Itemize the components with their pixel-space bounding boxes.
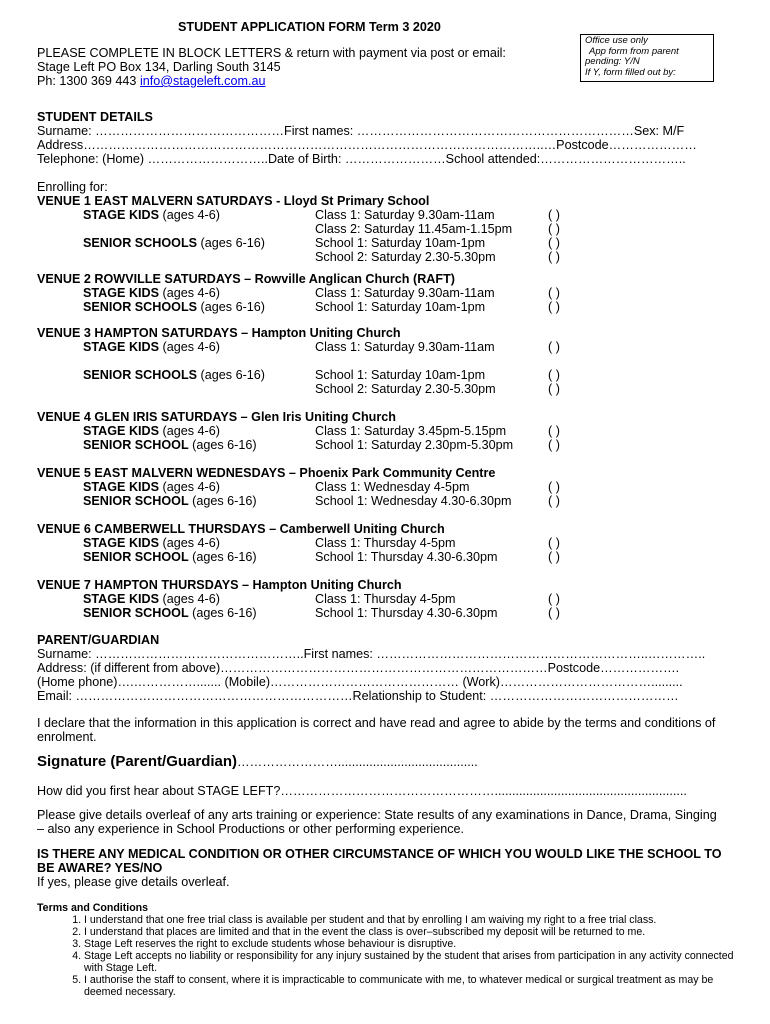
group-label: SENIOR SCHOOL: [83, 494, 189, 508]
group-label: SENIOR SCHOOLS: [83, 236, 198, 250]
terms-item: 4. Stage Left accepts no liability or responsibility for any injury sustained by the student that arises from participation in any activity connected with Stage Left.: [84, 950, 737, 974]
signature-label: Signature (Parent/Guardian): [37, 753, 238, 770]
group-ages: (ages 6-16): [197, 368, 265, 382]
session-label: Class 2: Saturday 11.45am-1.15pm: [315, 222, 513, 236]
student-details-heading: STUDENT DETAILS: [37, 110, 153, 124]
venue-1: [37, 194, 737, 264]
session-label: School 1: Thursday 4.30-6.30pm: [315, 550, 498, 564]
session-label: School 1: Saturday 2.30pm-5.30pm: [315, 438, 514, 452]
group-ages: (ages 4-6): [159, 424, 220, 438]
session-label: Class 1: Saturday 9.30am-11am: [315, 340, 495, 354]
venue-title: VENUE 4 GLEN IRIS SATURDAYS – Glen Iris Uniting Church: [37, 410, 396, 424]
terms-list: [37, 914, 737, 998]
session-label: Class 1: Thursday 4-5pm: [315, 592, 456, 606]
student-phone-dob-line[interactable]: Telephone: (Home) ………………………..Date of Birth: ……………………School attended:……………………………..: [37, 152, 686, 166]
parent-phone-line[interactable]: (Home phone)….……………....... (Mobile)……………………………………… (Work)……………………………….........: [37, 675, 683, 689]
group-ages: (ages 6-16): [188, 438, 257, 452]
group-ages: (ages 4-6): [159, 480, 220, 494]
group-ages: (ages 6-16): [197, 300, 265, 314]
session-checkbox[interactable]: ( ): [548, 300, 560, 314]
session-label: School 2: Saturday 2.30-5.30pm: [315, 250, 496, 264]
venue-7: [37, 578, 737, 620]
email-link[interactable]: info@stageleft.com.au: [139, 74, 266, 88]
session-label: School 2: Saturday 2.30-5.30pm: [315, 382, 496, 396]
venue-2: [37, 272, 737, 314]
session-checkbox[interactable]: ( ): [548, 250, 560, 264]
parent-address-line[interactable]: Address: (if different from above)……………………………………………………………………Postcode……………….: [37, 661, 680, 675]
group-label: SENIOR SCHOOL: [83, 606, 189, 620]
session-label: School 1: Thursday 4.30-6.30pm: [315, 606, 498, 620]
session-checkbox[interactable]: ( ): [548, 438, 560, 452]
group-ages: (ages 4-6): [159, 340, 220, 354]
medical-question: IS THERE ANY MEDICAL CONDITION OR OTHER CIRCUMSTANCE OF WHICH YOU WOULD LIKE THE SCHOOL TO BE AWARE? YES/NO: [37, 847, 722, 875]
group-label: SENIOR SCHOOL: [83, 438, 189, 452]
parent-name-line[interactable]: Surname: …………………………………………..First names: ………………………………………………………..…………..: [37, 647, 706, 661]
session-checkbox[interactable]: ( ): [548, 340, 560, 354]
intro-instructions: PLEASE COMPLETE IN BLOCK LETTERS & return with payment via post or email:: [37, 46, 506, 60]
terms-item: 3. Stage Left reserves the right to exclude students whose behaviour is disruptive.: [84, 938, 737, 950]
group-ages: (ages 4-6): [159, 592, 220, 606]
venue-title: VENUE 5 EAST MALVERN WEDNESDAYS – Phoenix Park Community Centre: [37, 466, 496, 480]
session-checkbox[interactable]: ( ): [548, 606, 560, 620]
group-label: STAGE KIDS: [83, 480, 160, 494]
venue-3: [37, 326, 737, 396]
group-ages: (ages 4-6): [159, 536, 220, 550]
session-label: Class 1: Saturday 3.45pm-5.15pm: [315, 424, 507, 438]
intro-contact: [37, 74, 506, 88]
group-ages: (ages 6-16): [188, 494, 257, 508]
medical-followup: If yes, please give details overleaf.: [37, 875, 230, 889]
session-label: School 1: Saturday 10am-1pm: [315, 236, 486, 250]
session-label: School 1: Saturday 10am-1pm: [315, 368, 486, 382]
venue-5: [37, 466, 737, 508]
session-checkbox[interactable]: ( ): [548, 368, 560, 382]
office-use-box: [580, 34, 714, 82]
session-checkbox[interactable]: ( ): [548, 480, 560, 494]
session-checkbox[interactable]: ( ): [548, 208, 560, 222]
group-label: STAGE KIDS: [83, 208, 160, 222]
group-ages: (ages 6-16): [188, 550, 257, 564]
enrolling-for-label: Enrolling for:: [37, 180, 108, 194]
terms-item: 1. I understand that one free trial class is available per student and that by enrolling I am waiving my right to a free trial class.: [84, 914, 737, 926]
session-checkbox[interactable]: ( ): [548, 550, 560, 564]
intro-address: Stage Left PO Box 134, Darling South 3145: [37, 60, 281, 74]
session-checkbox[interactable]: ( ): [548, 382, 560, 396]
session-checkbox[interactable]: ( ): [548, 222, 560, 236]
declaration-text: I declare that the information in this application is correct and have read and agree to abide by the terms and conditions of enrolment.: [37, 716, 716, 744]
venue-4: [37, 410, 737, 452]
parent-heading: PARENT/GUARDIAN: [37, 633, 160, 647]
group-label: STAGE KIDS: [83, 340, 160, 354]
group-ages: (ages 4-6): [159, 208, 220, 222]
group-label: STAGE KIDS: [83, 592, 160, 606]
session-checkbox[interactable]: ( ): [548, 236, 560, 250]
group-label: SENIOR SCHOOLS: [83, 300, 198, 314]
session-label: Class 1: Saturday 9.30am-11am: [315, 208, 495, 222]
group-ages: (ages 6-16): [197, 236, 265, 250]
student-name-line[interactable]: Surname: ………………………………………First names: …………………………………………………………Sex: M/F: [37, 124, 685, 138]
group-label: SENIOR SCHOOLS: [83, 368, 198, 382]
session-checkbox[interactable]: ( ): [548, 424, 560, 438]
group-label: SENIOR SCHOOL: [83, 550, 189, 564]
terms-heading: Terms and Conditions: [37, 902, 149, 914]
signature-dots: ……………………........................................: [237, 755, 478, 769]
office-use-line-3: pending: Y/N: [585, 56, 640, 67]
session-checkbox[interactable]: ( ): [548, 592, 560, 606]
venue-6: [37, 522, 737, 564]
office-use-line-4: If Y, form filled out by:: [585, 66, 676, 78]
office-use-line-1: Office use only: [585, 35, 648, 46]
office-use-line-2: App form from parent: [589, 45, 679, 57]
arts-training-text: Please give details overleaf of any arts training or experience: State results of any examinations in Dance, Drama, Singing – also any experience in School Productions or other performing experience.: [37, 808, 717, 836]
group-label: STAGE KIDS: [83, 424, 160, 438]
session-label: Class 1: Thursday 4-5pm: [315, 536, 456, 550]
hear-about-line[interactable]: How did you first hear about STAGE LEFT?…………………………………………….......................................................: [37, 784, 687, 798]
venue-title: VENUE 3 HAMPTON SATURDAYS – Hampton Uniting Church: [37, 326, 401, 340]
session-checkbox[interactable]: ( ): [548, 286, 560, 300]
venue-title: VENUE 2 ROWVILLE SATURDAYS – Rowville Anglican Church (RAFT): [37, 272, 455, 286]
parent-email-line[interactable]: Email: …………………………………………………………Relationship to Student: ………………………………………: [37, 689, 679, 703]
student-details-section: [37, 110, 737, 166]
terms-item: 5. I authorise the staff to consent, where it is impracticable to communicate with me, to whatever medical or surgical treatment as may be deemed necessary.: [84, 974, 737, 998]
terms-item: 2. I understand that places are limited and that in the event the class is over–subscribed my deposit will be returned to me.: [84, 926, 737, 938]
session-label: Class 1: Saturday 9.30am-11am: [315, 286, 495, 300]
form-title: STUDENT APPLICATION FORM Term 3 2020: [178, 20, 441, 34]
signature-line[interactable]: [37, 755, 478, 769]
venue-title: VENUE 7 HAMPTON THURSDAYS – Hampton Uniting Church: [37, 578, 402, 592]
venue-title: VENUE 1 EAST MALVERN SATURDAYS - Lloyd St Primary School: [37, 194, 430, 208]
parent-guardian-section: [37, 633, 737, 703]
session-label: School 1: Saturday 10am-1pm: [315, 300, 486, 314]
group-ages: (ages 6-16): [188, 606, 257, 620]
group-label: STAGE KIDS: [83, 286, 160, 300]
session-checkbox[interactable]: ( ): [548, 494, 560, 508]
student-address-line[interactable]: Address………………………………………………………………………………………………..…Postcode…………………: [37, 138, 697, 152]
group-ages: (ages 4-6): [159, 286, 220, 300]
terms-section: [37, 902, 737, 998]
session-checkbox[interactable]: ( ): [548, 536, 560, 550]
venue-title: VENUE 6 CAMBERWELL THURSDAYS – Camberwell Uniting Church: [37, 522, 445, 536]
session-label: Class 1: Wednesday 4-5pm: [315, 480, 470, 494]
intro-phone: Ph: 1300 369 443: [37, 74, 140, 88]
session-label: School 1: Wednesday 4.30-6.30pm: [315, 494, 512, 508]
group-label: STAGE KIDS: [83, 536, 160, 550]
intro-block: [37, 46, 506, 88]
